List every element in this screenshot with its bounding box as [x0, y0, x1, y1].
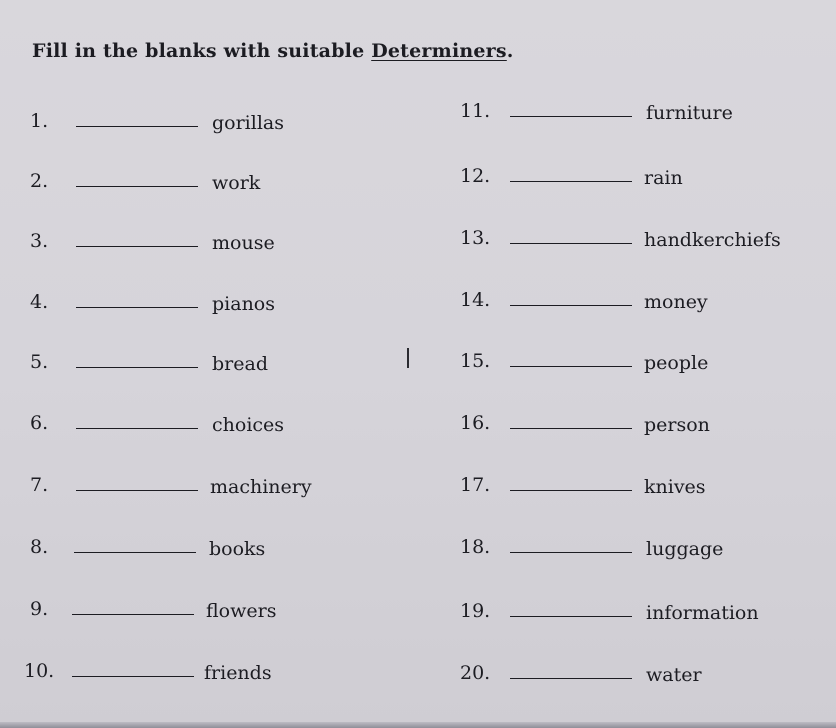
question-noun: information — [646, 602, 759, 624]
answer-blank[interactable] — [510, 616, 632, 617]
title-period: . — [506, 40, 514, 62]
question-noun: rain — [644, 167, 683, 189]
question-number: 8. — [30, 536, 49, 558]
question-noun: luggage — [646, 538, 724, 560]
answer-blank[interactable] — [76, 186, 198, 187]
question-number: 1. — [30, 110, 49, 132]
question-noun: mouse — [212, 232, 275, 254]
question-number: 19. — [460, 600, 491, 622]
answer-blank[interactable] — [74, 552, 196, 553]
answer-blank[interactable] — [510, 428, 632, 429]
question-noun: flowers — [206, 600, 277, 622]
question-number: 15. — [460, 350, 491, 372]
question-number: 12. — [460, 165, 491, 187]
question-number: 3. — [30, 230, 49, 252]
question-noun: machinery — [210, 476, 312, 498]
answer-blank[interactable] — [510, 305, 632, 306]
question-noun: gorillas — [212, 112, 284, 134]
answer-blank[interactable] — [76, 490, 198, 491]
question-number: 2. — [30, 170, 49, 192]
pen-mark — [407, 348, 409, 368]
question-number: 14. — [460, 289, 491, 311]
question-number: 20. — [460, 662, 491, 684]
question-noun: handkerchiefs — [644, 229, 781, 251]
question-noun: friends — [204, 662, 272, 684]
question-number: 17. — [460, 474, 491, 496]
answer-blank[interactable] — [510, 678, 632, 679]
answer-blank[interactable] — [76, 428, 198, 429]
answer-blank[interactable] — [510, 243, 632, 244]
question-number: 13. — [460, 227, 491, 249]
answer-blank[interactable] — [76, 367, 198, 368]
answer-blank[interactable] — [510, 366, 632, 367]
answer-blank[interactable] — [510, 116, 632, 117]
question-number: 9. — [30, 598, 49, 620]
worksheet-title — [32, 40, 514, 62]
title-keyword: Determiners — [371, 40, 507, 62]
question-number: 7. — [30, 474, 49, 496]
question-noun: work — [212, 172, 261, 194]
question-noun: money — [644, 291, 708, 313]
question-noun: water — [646, 664, 702, 686]
question-noun: choices — [212, 414, 285, 436]
answer-blank[interactable] — [72, 614, 194, 615]
answer-blank[interactable] — [510, 490, 632, 491]
question-number: 18. — [460, 536, 491, 558]
answer-blank[interactable] — [76, 307, 198, 308]
question-number: 16. — [460, 412, 491, 434]
question-number: 6. — [30, 412, 49, 434]
question-number: 10. — [24, 660, 55, 682]
answer-blank[interactable] — [76, 246, 198, 247]
question-noun: knives — [644, 476, 706, 498]
question-noun: furniture — [646, 102, 733, 124]
question-noun: books — [209, 538, 266, 560]
question-noun: people — [644, 352, 709, 374]
question-noun: person — [644, 414, 710, 436]
answer-blank[interactable] — [72, 676, 194, 677]
paper-edge — [0, 722, 836, 728]
title-text: Fill in the blanks with suitable — [32, 40, 372, 62]
answer-blank[interactable] — [510, 552, 632, 553]
answer-blank[interactable] — [510, 181, 632, 182]
question-number: 4. — [30, 291, 49, 313]
answer-blank[interactable] — [76, 126, 198, 127]
question-noun: bread — [212, 353, 268, 375]
question-number: 5. — [30, 351, 49, 373]
question-number: 11. — [460, 100, 491, 122]
question-noun: pianos — [212, 293, 275, 315]
